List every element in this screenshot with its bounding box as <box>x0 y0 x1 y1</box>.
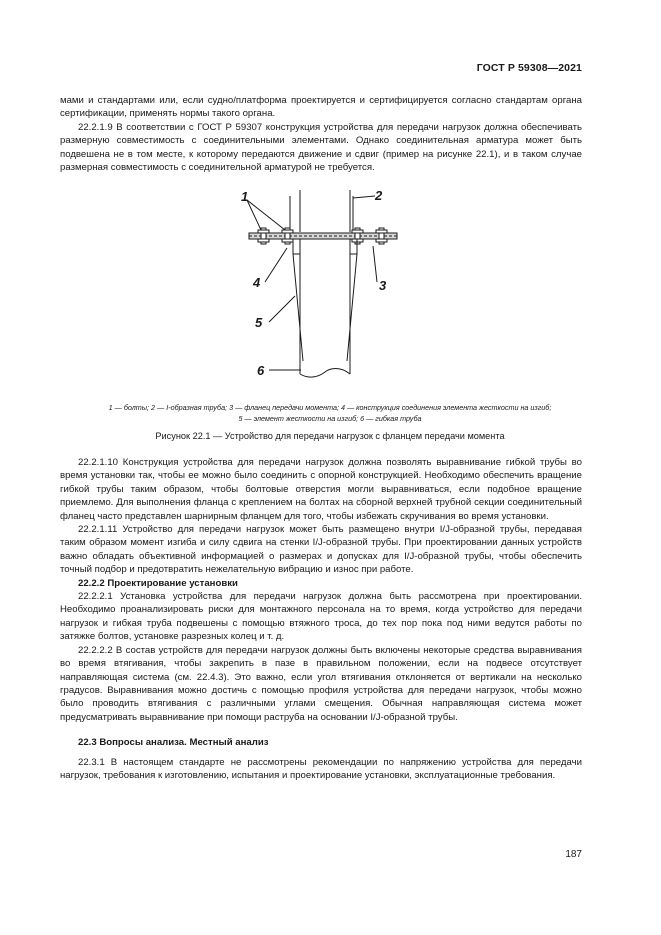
paragraph-22-2-2-2: 22.2.2.2 В состав устройств для передачи нагрузок должны быть включены некоторые средства выравнивания во время втягивания, чтобы закрепить в пазе в правильном положении, если на подвесе отсутствует направляющая система (см. 22.4.3). Это важно, если угол втягивания отклоняется от вертикали на несколько градусов. Выравнивания можно достичь с помощью профиля устройства для передачи нагрузок, чтобы можно было проводить втягивания с различными углами смещения. Обычная направляющая система может предусматривать выравнивание при помощи раструба на основании I/J-образной трубы. <box>60 644 582 723</box>
figure-legend <box>40 402 620 424</box>
paragraph-22-2-1-10: 22.2.1.10 Конструкция устройства для передачи нагрузок должна позволять выравнивание гибкой трубы во время установки так, чтобы ее можно было соединить с опорной конструкцией. Необходимо обеспечить вращение гибкой трубы таким образом, чтобы болтовые отверстия могли выравниваться, если подобное вращение приемлемо. Для выполнения фланца с креплением на болтах на сборной верхней трубной секции соединительный фланец часто представлен шарнирным фланцем для того, чтобы избежать скручивания во время установки. <box>60 457 582 522</box>
paragraph-22-3-1: 22.3.1 В настоящем стандарте не рассмотрены рекомендации по напряжению устройства для передачи нагрузок, требования к изготовлению, испытания и проектирование установки, эксплуатационные требования. <box>60 756 582 781</box>
figure-label-4: 4 <box>253 275 261 290</box>
figure-label-6: 6 <box>257 363 265 378</box>
text-block-main <box>60 456 582 782</box>
legend-line-2: 5 — элемент жесткости на изгиб; 6 — гибкая труба <box>238 414 422 423</box>
figure-label-2: 2 <box>375 188 383 203</box>
document-header: ГОСТ Р 59308—2021 <box>476 62 582 74</box>
paragraph-22-2-2-1: 22.2.2.1 Установка устройства для передачи нагрузок должна быть рассмотрена при проектировании. Необходимо проанализировать риски для монтажного персонала на то время, когда устройство для передачи нагрузок и гибкая труба подвешены с помощью втяжного троса, до тех пор пока под ними ведутся работы по затяжке болтов, установке разрезных колец и т. д. <box>60 591 582 643</box>
paragraph-22-2-1-11: 22.2.1.11 Устройство для передачи нагрузок может быть размещено внутри I/J-образной трубы, передавая таким образом момент изгиба и силу сдвига на стенки I/J-образной трубы. При проектировании данных устройств важно обладать объективной информацией о размерах и допусках для I/J-образной трубы, чтобы обеспечить точный подбор и предотвратить нежелательную вибрацию и износ при работе. <box>60 524 582 576</box>
figure-label-1: 1 <box>241 189 249 204</box>
figure-label-5: 5 <box>255 315 263 330</box>
paragraph: мами и стандартами или, если судно/платформа проектируется и сертифицируется согласно стандартам органа сертификации, применять нормы такого органа. <box>60 95 582 120</box>
figure-label-3: 3 <box>379 278 387 293</box>
figure-22-1 <box>225 186 425 382</box>
figure-caption: Рисунок 22.1 — Устройство для передачи нагрузок с фланцем передачи момента <box>155 431 505 441</box>
page-number: 187 <box>565 849 582 860</box>
paragraph-22-2-1-9: 22.2.1.9 В соответствии с ГОСТ Р 59307 конструкция устройства для передачи нагрузок должна обеспечивать размерную совместимость с соединительными элементами. Однако соединительная арматура может быть подвешена не в том месте, к которому передаются движение и сдвиг (пример на рисунке 22.1), и в таком случае размерная совместимость с соединительной арматурой не требуется. <box>60 121 582 174</box>
load-transfer-device-drawing <box>225 186 425 382</box>
section-heading-22-2-2: 22.2.2 Проектирование установки <box>78 577 238 589</box>
section-heading-22-3: 22.3 Вопросы анализа. Местный анализ <box>78 737 269 749</box>
legend-line-1: 1 — болты; 2 — I-образная труба; 3 — фланец передачи момента; 4 — конструкция соединения элемента жесткости на изгиб; <box>108 403 552 412</box>
text-block-top <box>60 94 582 174</box>
